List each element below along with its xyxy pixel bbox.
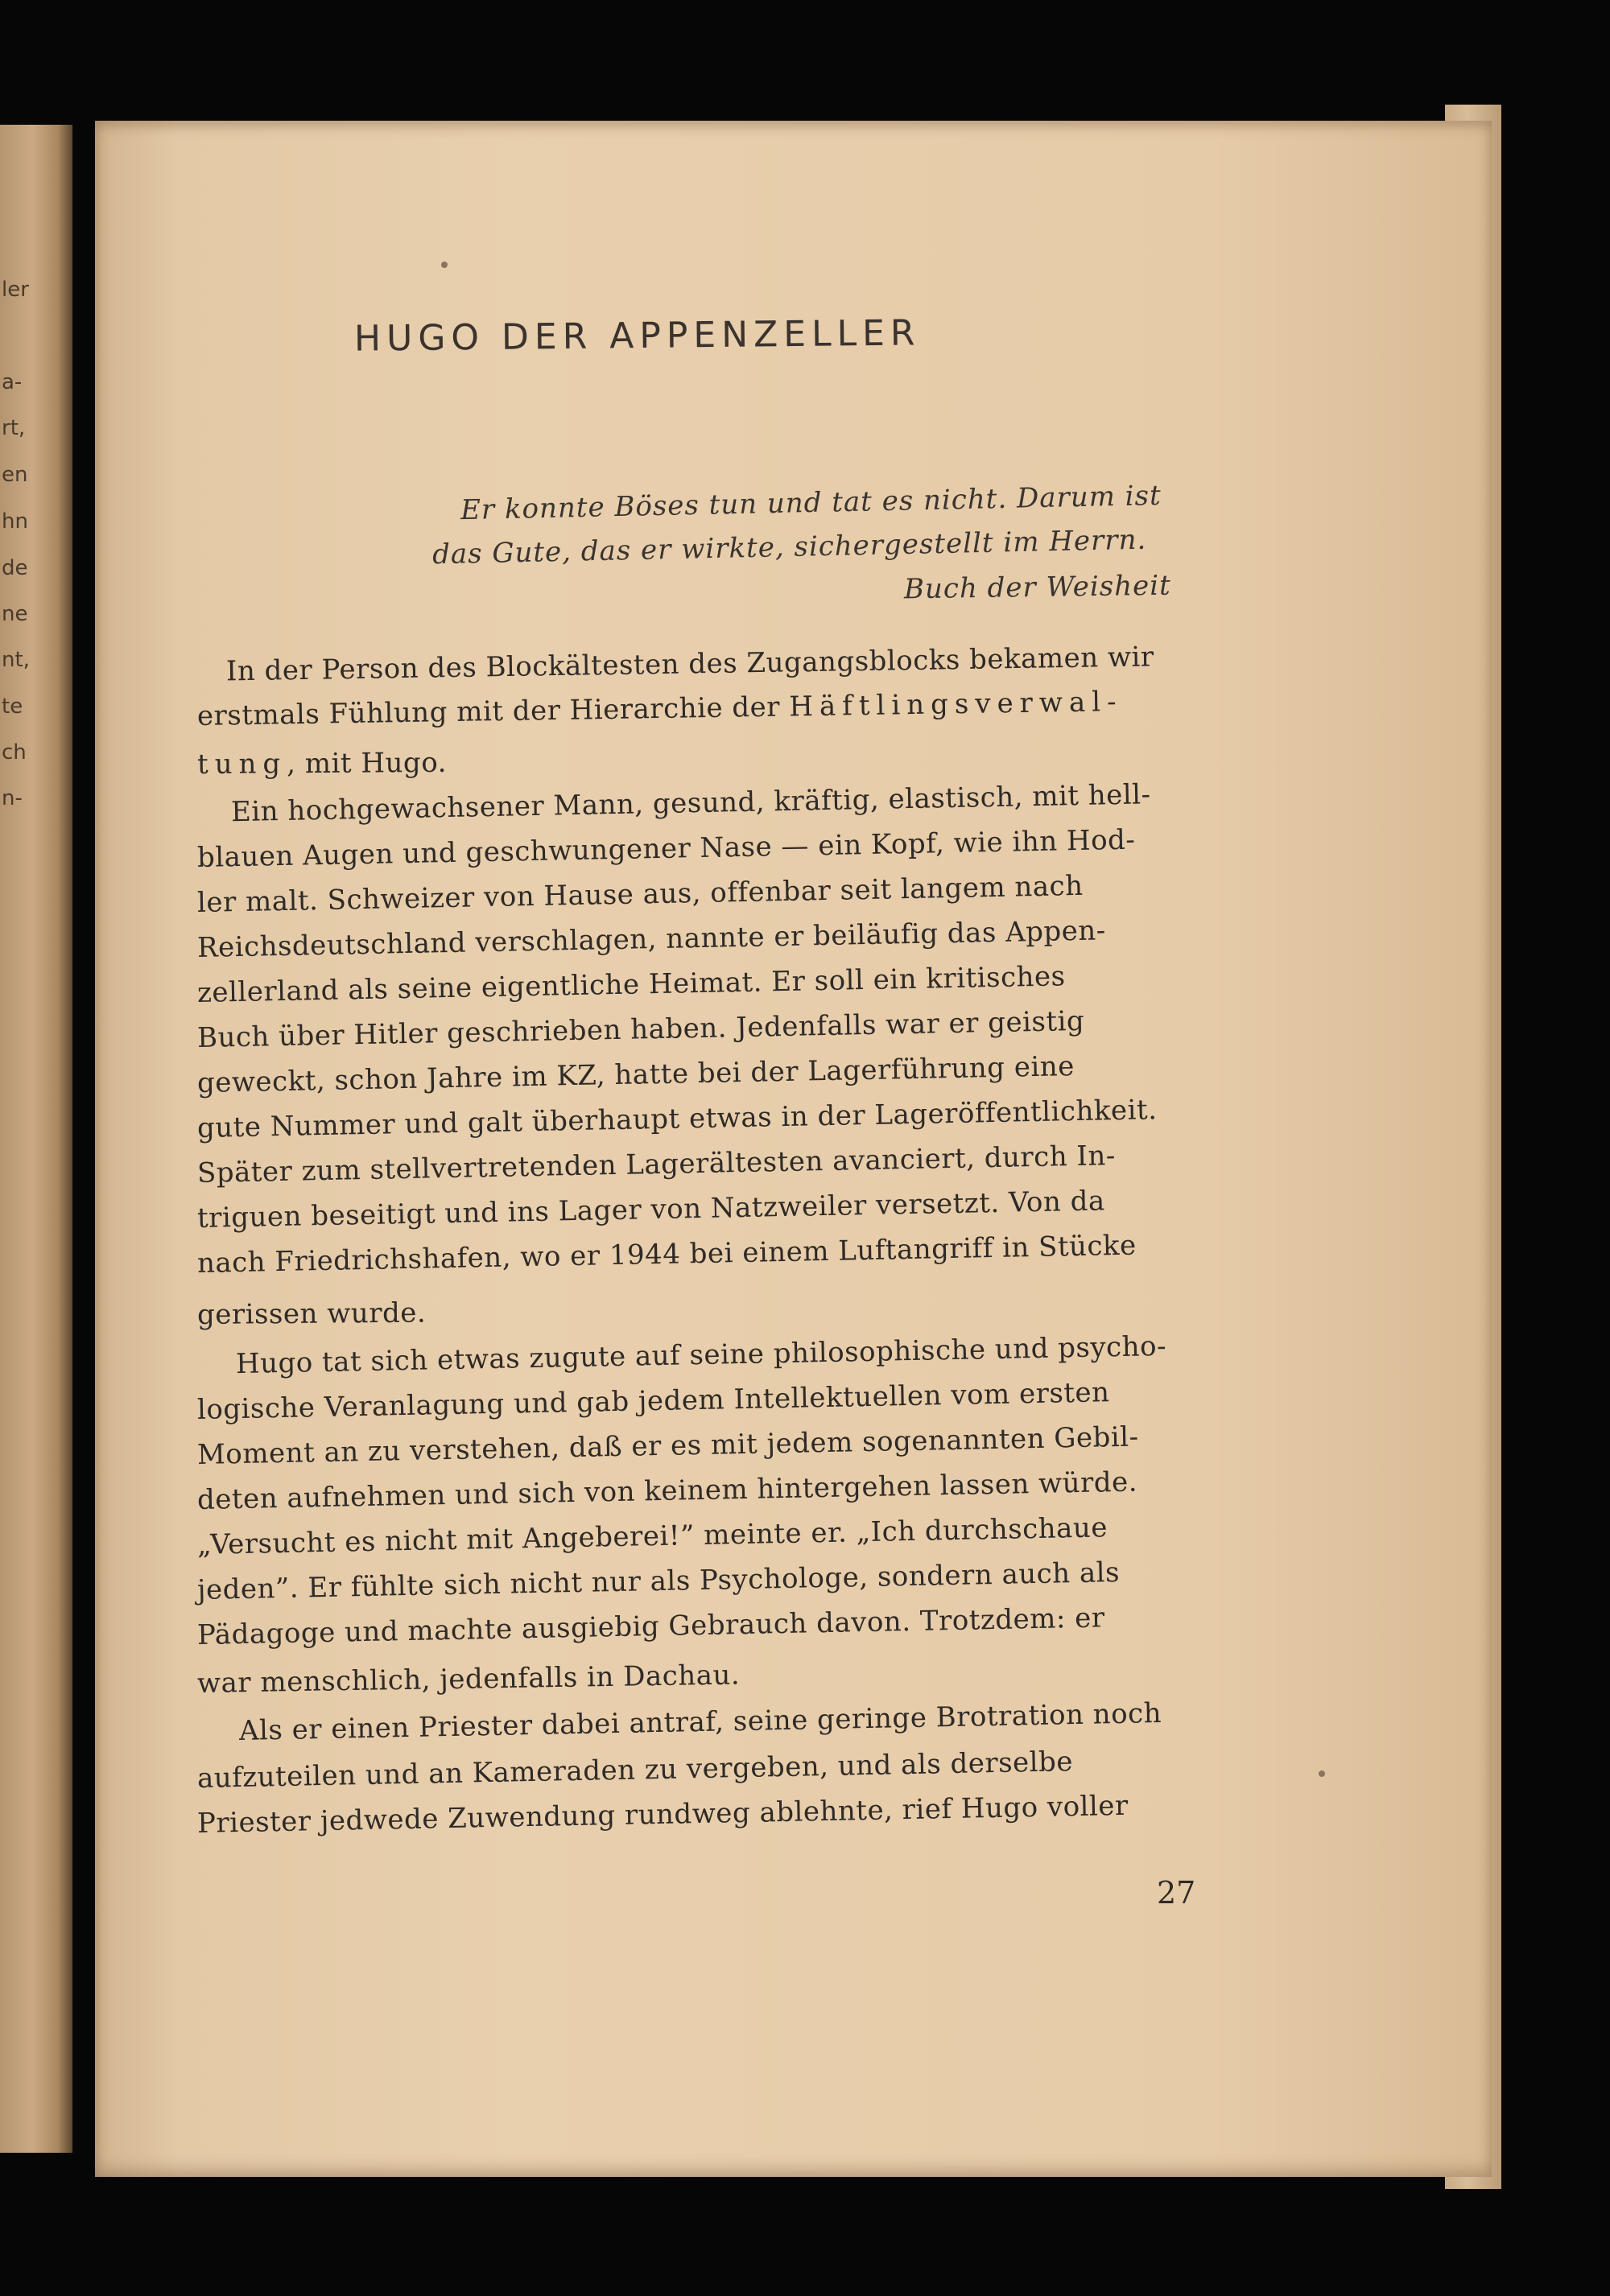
emphasized-text: tung xyxy=(196,748,287,781)
text-line: Pädagoge und machte ausgiebig Gebrauch davon. Trotzdem: er xyxy=(196,1601,1105,1651)
text-line: deten aufnehmen und sich von keinem hintergehen lassen würde. xyxy=(196,1465,1138,1516)
emphasized-text: Häftlingsverwal- xyxy=(789,685,1123,723)
text-line: Ein hochgewachsener Mann, gesund, kräftig, elastisch, mit hell- xyxy=(230,778,1151,829)
facing-page-fragment: a- xyxy=(2,370,23,394)
facing-page-fragment: n- xyxy=(2,786,23,810)
text-line: zellerland als seine eigentliche Heimat. Er soll ein kritisches xyxy=(196,960,1066,1009)
text-line: Später zum stellvertretenden Lagerältesten avanciert, durch In- xyxy=(196,1140,1117,1189)
facing-page-fragment: rt, xyxy=(2,416,26,440)
text-line: gute Nummer und galt überhaupt etwas in der Lageröffentlichkeit. xyxy=(196,1094,1158,1144)
page-speck xyxy=(1319,1770,1325,1777)
text-segment: , mit Hugo. xyxy=(287,746,448,781)
text-line: „Versucht es nicht mit Angeberei!” meinte er. „Ich durchschaue xyxy=(196,1511,1108,1561)
text-line: In der Person des Blockältesten des Zugangsblocks bekamen wir xyxy=(225,641,1154,688)
text-line: Moment an zu verstehen, daß er es mit jedem sogenannten Gebil- xyxy=(196,1420,1139,1471)
text-line: Als er einen Priester dabei antraf, seine geringe Brotration noch xyxy=(238,1697,1162,1747)
page-speck xyxy=(441,262,448,268)
motto-line: Er konnte Böses tun und tat es nicht. Darum ist xyxy=(460,479,1162,527)
text-line: war menschlich, jedenfalls in Dachau. xyxy=(196,1659,741,1700)
chapter-title: HUGO DER APPENZELLER xyxy=(353,312,921,360)
facing-page-fragment: hn xyxy=(2,509,28,534)
facing-page-fragment: ch xyxy=(2,740,27,765)
text-line: Buch über Hitler geschrieben haben. Jedenfalls war er geistig xyxy=(196,1004,1085,1054)
text-line: jeden”. Er fühlte sich nicht nur als Psychologe, sondern auch als xyxy=(196,1556,1121,1606)
text-line: Priester jedwede Zuwendung rundweg ablehnte, rief Hugo voller xyxy=(196,1789,1129,1840)
facing-page-fragment: ler xyxy=(2,278,29,302)
motto-source: Buch der Weisheit xyxy=(903,569,1172,606)
text-line: nach Friedrichshafen, wo er 1944 bei einem Luftangriff in Stücke xyxy=(196,1229,1137,1280)
text-line: ler malt. Schweizer von Hause aus, offenbar seit langem nach xyxy=(196,869,1084,919)
facing-page-fragment: en xyxy=(2,463,28,487)
facing-page-fragment: ne xyxy=(2,602,28,626)
text-line: gerissen wurde. xyxy=(196,1296,427,1331)
text-line: triguen beseitigt und ins Lager von Natzweiler versetzt. Von da xyxy=(196,1185,1106,1235)
text-line: logische Veranlagung und gab jedem Intellektuellen vom ersten xyxy=(196,1376,1110,1426)
facing-page-edge xyxy=(0,125,72,2153)
motto-line: das Gute, das er wirkte, sichergestellt im Herrn. xyxy=(431,523,1147,571)
text-line: blauen Augen und geschwungener Nase — ein Kopf, wie ihn Hod- xyxy=(196,823,1136,874)
text-line: geweckt, schon Jahre im KZ, hatte bei der Lagerführung eine xyxy=(196,1050,1075,1099)
text-line: aufzuteilen und an Kameraden zu vergeben, und als derselbe xyxy=(196,1746,1074,1795)
text-line: Hugo tat sich etwas zugute auf seine philosophische und psycho- xyxy=(235,1329,1167,1381)
text-line: Reichsdeutschland verschlagen, nannte er beiläufig das Appen- xyxy=(196,914,1107,964)
facing-page-fragment: te xyxy=(2,695,23,719)
page-number: 27 xyxy=(1157,1875,1196,1911)
text-segment: erstmals Fühlung mit der Hierarchie der xyxy=(196,690,790,732)
facing-page-fragment: de xyxy=(2,556,28,580)
facing-page-fragment: nt, xyxy=(2,648,30,672)
